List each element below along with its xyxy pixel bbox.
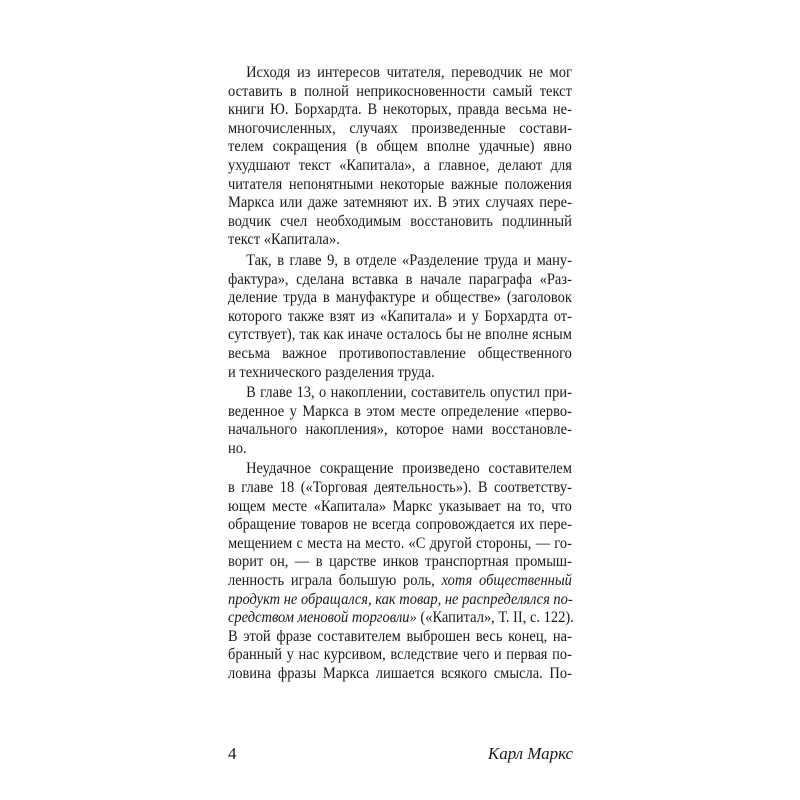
- page-number: 4: [228, 744, 237, 763]
- text-line: [228, 516, 572, 535]
- text-line: [228, 213, 572, 232]
- text-line: [228, 194, 572, 213]
- text-line: [228, 231, 572, 250]
- italic-text: средством меновой торговли»: [228, 609, 417, 627]
- body-text: [228, 64, 572, 686]
- text-segment: Неудачное сокращение произведено составителем: [246, 460, 572, 478]
- text-line: [228, 440, 572, 459]
- text-line: [228, 271, 572, 290]
- text-line: [228, 176, 572, 195]
- text-line: [228, 572, 572, 591]
- text-segment: веденное у Маркса в этом месте определение «перво-: [228, 402, 572, 420]
- paragraph: [228, 252, 572, 382]
- text-line: [228, 421, 572, 440]
- text-line: [228, 479, 572, 498]
- text-line: [228, 609, 572, 628]
- text-segment: В главе 13, о накоплении, составитель опустил при-: [246, 384, 572, 402]
- text-segment: и технического разделения труда.: [228, 363, 435, 381]
- text-line: [228, 535, 572, 554]
- text-segment: деление труда в мануфактуре и обществе» (заголовок: [228, 289, 572, 307]
- text-segment: ющем месте «Капитала» Маркс указывает на то, что: [228, 497, 572, 515]
- text-segment: текст «Капитала».: [228, 231, 340, 249]
- italic-text: хотя общественный: [441, 572, 572, 590]
- text-segment: оставить в полной неприкосновенности самый текст: [228, 82, 572, 100]
- text-line: [228, 64, 572, 83]
- text-line: [228, 498, 572, 517]
- text-line: [228, 364, 572, 383]
- page-footer: [228, 744, 573, 764]
- text-segment: фактура», сделана вставка в начале параграфа «Раз-: [228, 270, 572, 288]
- text-line: [228, 308, 572, 327]
- text-line: [228, 628, 572, 647]
- text-segment: в главе 18 («Торговая деятельность»). В соответству-: [228, 479, 572, 497]
- text-segment: ловина фразы Маркса лишается всякого смысла. По-: [228, 665, 572, 682]
- text-line: [228, 252, 572, 271]
- text-segment: водчик счел необходимым восстановить подлинный: [228, 212, 572, 230]
- text-segment: читателя непонятными некоторые важные положения: [228, 175, 572, 193]
- text-segment: начального накопления», которое нами восстановле-: [228, 421, 572, 439]
- paragraph: [228, 64, 572, 250]
- text-segment: ухудшают текст «Капитала», а главное, делают для: [228, 156, 572, 174]
- text-segment: В этой фразе составителем выброшен весь конец, на-: [228, 627, 572, 645]
- text-line: [228, 101, 572, 120]
- text-line: [228, 138, 572, 157]
- text-segment: Так, в главе 9, в отделе «Разделение труда и ману-: [246, 251, 572, 269]
- text-segment: сутствует), так как иначе осталось бы не вполне ясным: [228, 326, 572, 344]
- text-segment: которого также взят из «Капитала» и у Борхардта от-: [228, 307, 572, 325]
- text-segment: бранный у нас курсивом, вследствие чего и первая по-: [228, 646, 572, 664]
- italic-text: продукт не обращался, как товар, не распределялся по-: [228, 590, 573, 608]
- text-segment: телем сокращения (в общем вполне удачные) явно: [228, 138, 572, 156]
- text-line: [228, 665, 572, 684]
- text-line: [228, 345, 572, 364]
- text-line: [228, 83, 572, 102]
- paragraph: [228, 460, 572, 683]
- text-segment: но.: [228, 439, 247, 457]
- text-segment: Маркса или даже затемняют их. В этих случаях пере-: [228, 194, 572, 212]
- paragraph: [228, 384, 572, 458]
- text-line: [228, 403, 572, 422]
- text-segment: («Капитал», Т. II, с. 122).: [416, 609, 574, 627]
- text-segment: ленность играла большую роль,: [228, 572, 442, 590]
- text-segment: ворит он, — в царстве инков транспортная промыш-: [228, 553, 572, 571]
- text-line: [228, 460, 572, 479]
- text-line: [228, 289, 572, 308]
- text-line: [228, 157, 572, 176]
- text-segment: обращение товаров не всегда сопровождается их пере-: [228, 516, 572, 534]
- text-line: [228, 326, 572, 345]
- text-segment: книги Ю. Борхардта. В некоторых, правда весьма не-: [228, 101, 572, 119]
- text-line: [228, 553, 572, 572]
- text-line: [228, 591, 572, 610]
- running-head: Карл Маркс: [487, 744, 573, 763]
- text-segment: многочисленных, случаях произведенные состави-: [228, 119, 572, 137]
- text-line: [228, 646, 572, 665]
- text-line: [228, 120, 572, 139]
- text-line: [228, 384, 572, 403]
- text-segment: мещением с места на место. «С другой стороны, — го-: [228, 534, 572, 552]
- text-segment: Исходя из интересов читателя, переводчик не мог: [246, 64, 572, 81]
- text-segment: весьма важное противопоставление общественного: [228, 344, 572, 362]
